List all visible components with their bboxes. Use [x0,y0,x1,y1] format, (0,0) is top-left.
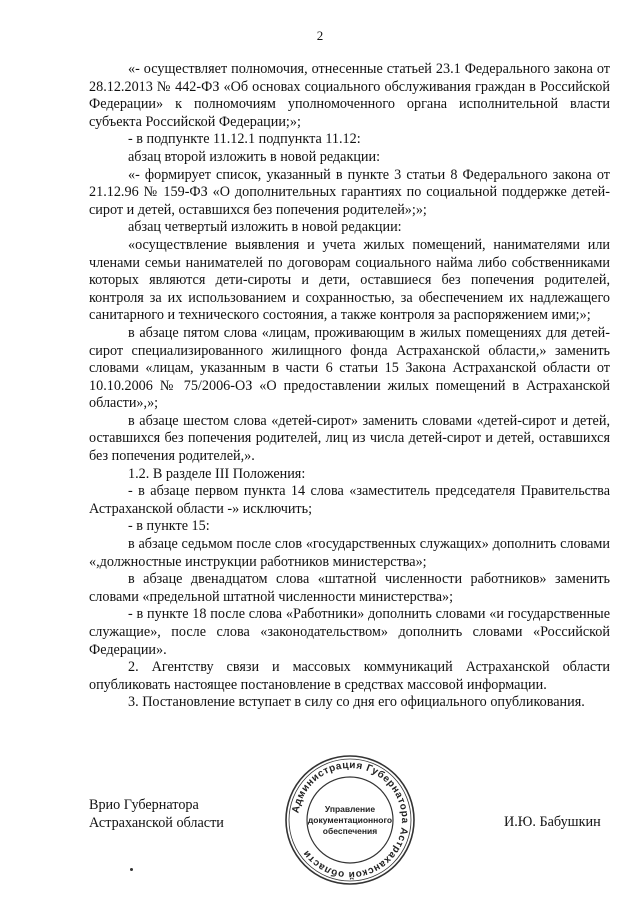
paragraph: абзац четвертый изложить в новой редакции: [128,219,402,236]
svg-text:обеспечения: обеспечения [322,826,378,836]
paragraph: - в пункте 18 после слова «Работники» дополнить словами «и государственные служащие», после слова «законодательством» дополнить словами «Российской Федерации». [89,606,610,658]
paragraph: - в подпункте 11.12.1 подпункта 11.12: [128,131,361,148]
paragraph: в абзаце седьмом после слов «государственных служащих» дополнить словами «,должностные инструкции работников министерства»; [89,536,610,570]
svg-text:Управление: Управление [324,804,376,814]
page-number: 2 [316,28,324,43]
paragraph: в абзаце двенадцатом слова «штатной численности работников» заменить словами «предельной штатной численности министерства»; [89,571,610,605]
paragraph: «- формирует список, указанный в пункте 3 статьи 8 Федерального закона от 21.12.96 № 159-ФЗ «О дополнительных гарантиях по социальной поддержке детей-сирот и детей, оставшихся без попечения родителей»;»; [89,166,610,218]
paragraph: - в пункте 15: [128,518,210,535]
paragraph: абзац второй изложить в новой редакции: [128,148,381,165]
paragraph: «осуществление выявления и учета жилых помещений, нанимателями или членами семьи нанимателей по договорам социального найма либо собственниками которых являются дети-сироты и дети, оставшиеся без попечения родителей, контроля за их использованием и сохранностью, за обеспечением их надлежащего санитарного и технического состояния, а также контроля за распоряжением ими;»; [89,236,610,324]
svg-text:Администрация Губернатора Астр: Администрация Губернатора Астраханской области [290,759,411,881]
official-seal-stamp [280,750,420,890]
svg-text:документационного: документационного [307,815,393,825]
paragraph: 3. Постановление вступает в силу со дня его официального опубликования. [128,694,585,711]
paragraph: «- осуществляет полномочия, отнесенные статьей 23.1 Федерального закона от 28.12.2013 № 442-ФЗ «Об основах социального обслуживания граждан в Российской Федерации» к полномочиям уполномоченного органа исполнительной власти субъекта Российской Федерации;»; [89,61,610,130]
document-body [89,61,610,712]
signatory-position [89,796,224,832]
signatory-position-line2: Астраханской области [89,815,224,831]
paragraph: в абзаце пятом слова «лицам, проживающим в жилых помещениях для детей-сирот специализированного жилищного фонда Астраханской области,» заменить словами «лицам, указанным в части 6 статьи 15 Закона Астраханской области от 10.10.2006 № 75/2006-ОЗ «О предоставлении жилых помещений в Астраханской области»,»; [89,324,610,412]
ink-dot [130,868,133,871]
signatory-name: И.Ю. Бабушкин [504,814,601,830]
paragraph: 1.2. В разделе III Положения: [128,465,306,482]
paragraph: в абзаце шестом слова «детей-сирот» заменить словами «детей-сирот и детей, оставшихся без попечения родителей, лиц из числа детей-сирот и детей, оставшихся без попечения родителей,». [89,412,610,465]
signatory-position-line1: Врио Губернатора [89,797,199,813]
paragraph: - в абзаце первом пункта 14 слова «заместитель председателя Правительства Астраханской области -» исключить; [89,483,610,517]
paragraph: 2. Агентству связи и массовых коммуникаций Астраханской области опубликовать настоящее постановление в средствах массовой информации. [89,659,610,693]
